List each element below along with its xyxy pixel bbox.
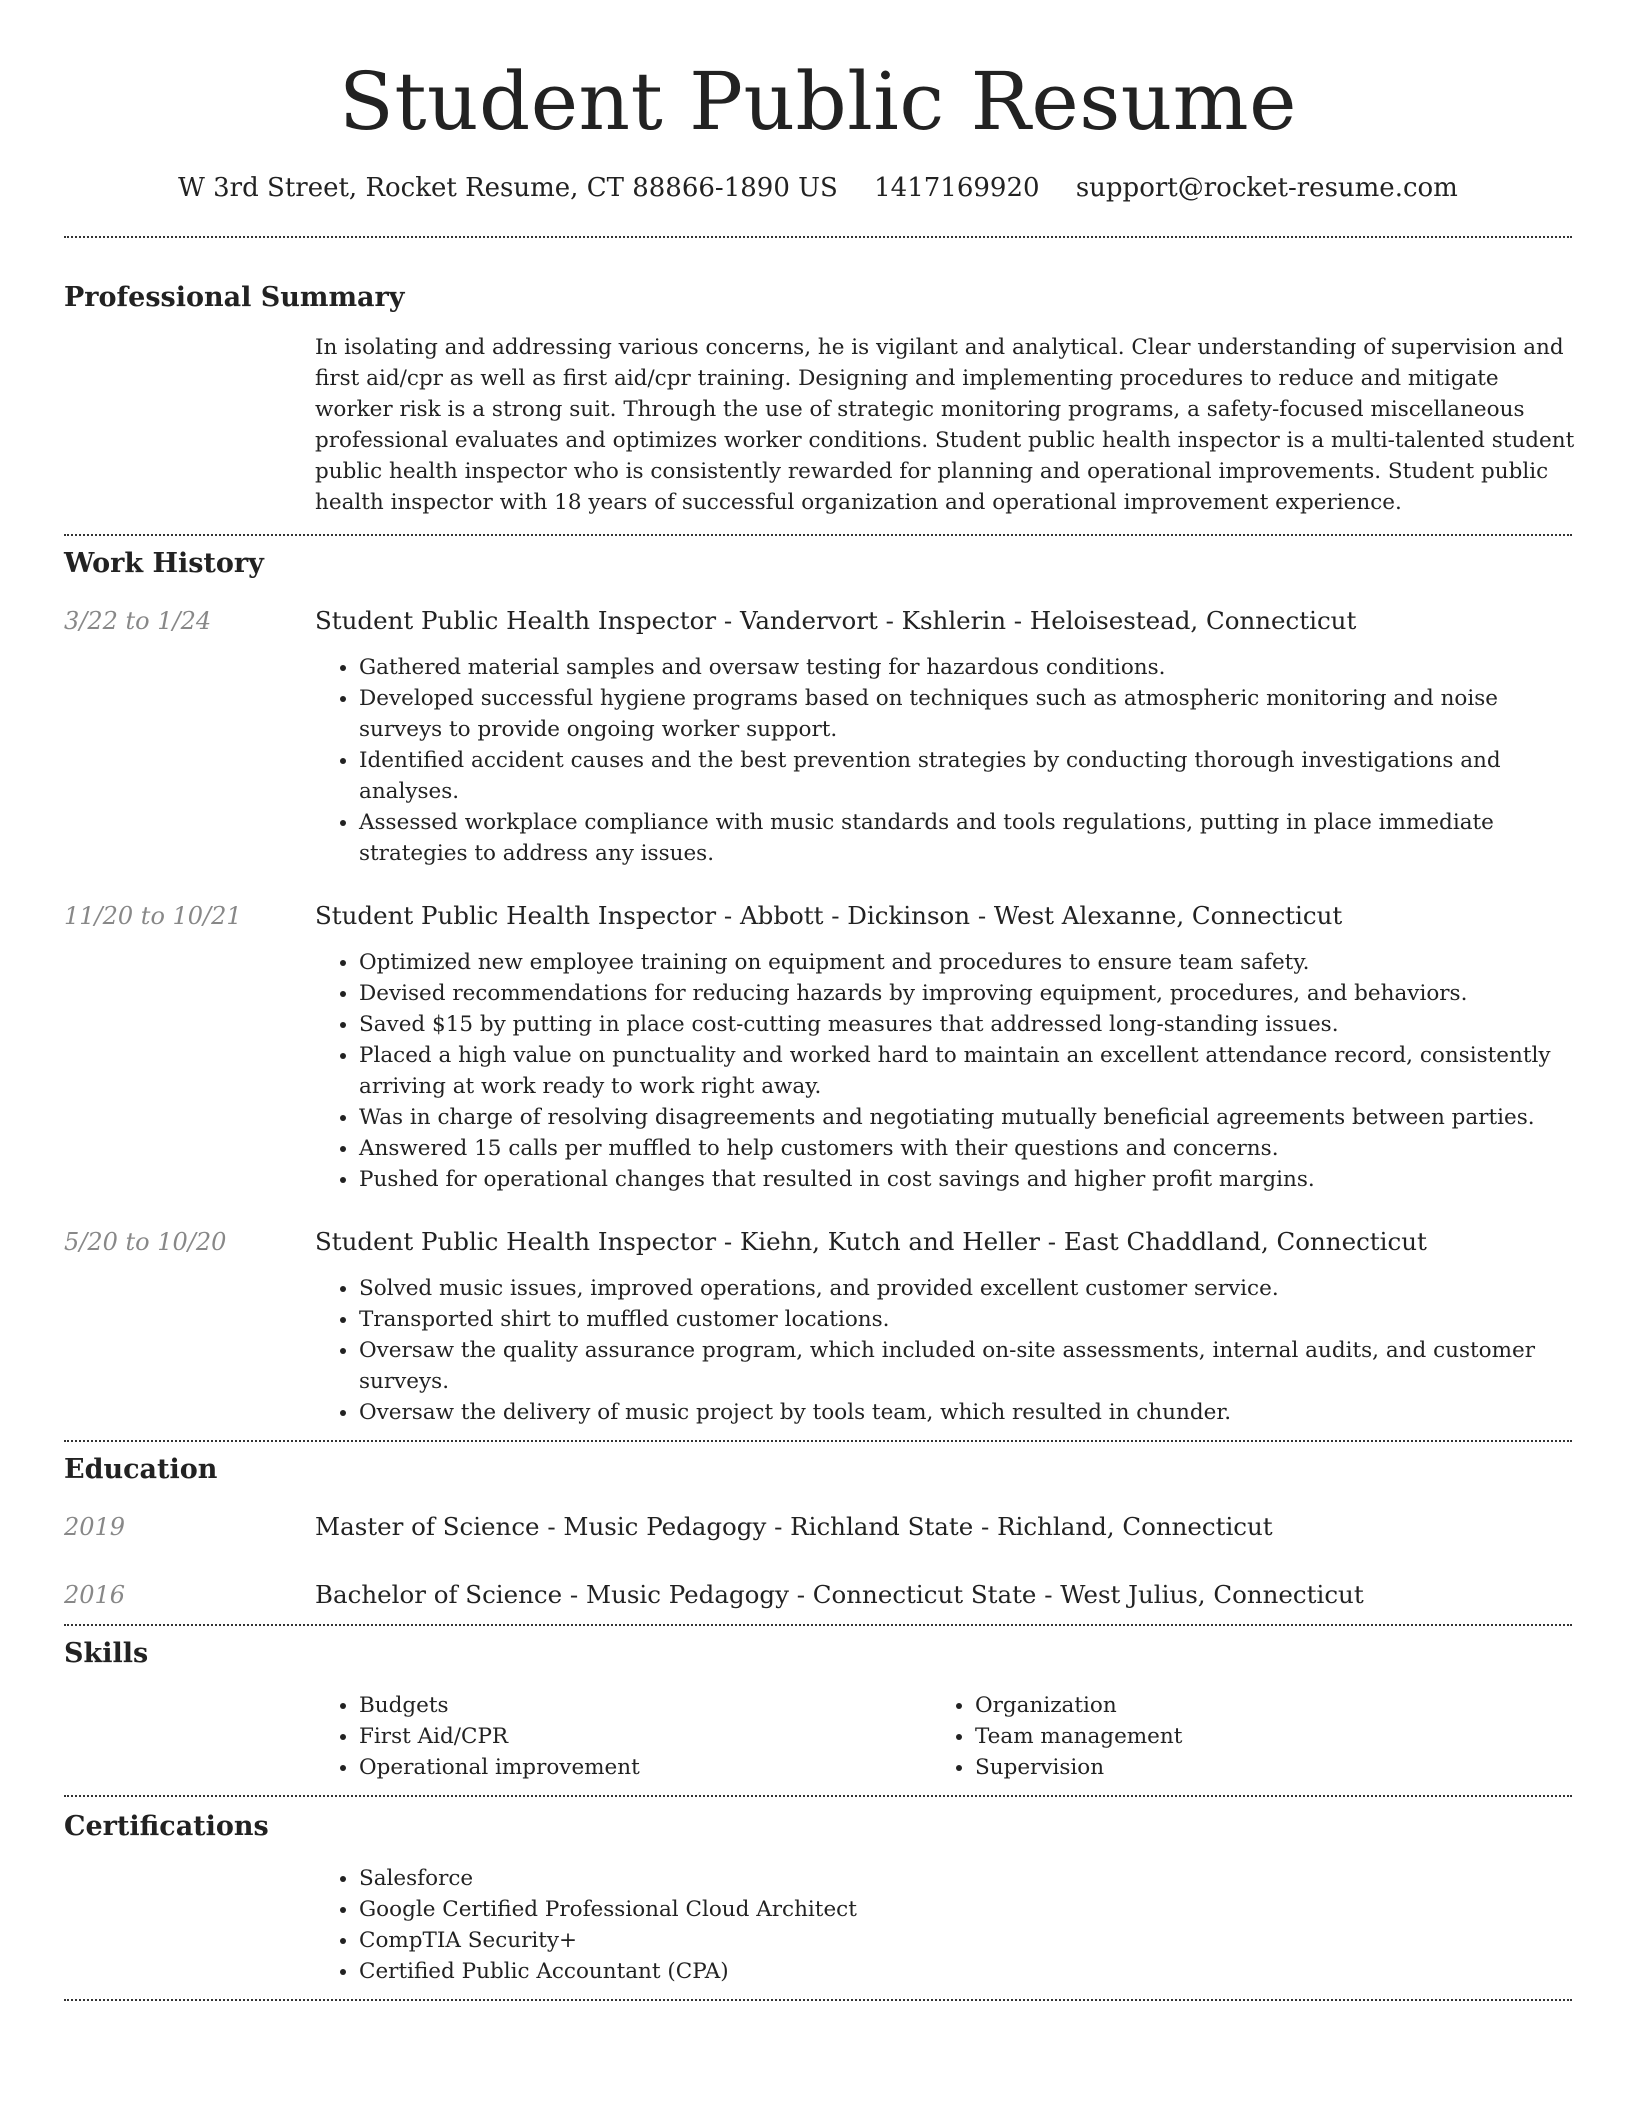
list-item: • Certified Public Accountant (CPA) [359, 1956, 1577, 1987]
work-history-heading: Work History [64, 548, 264, 579]
education-title: Bachelor of Science - Music Pedagogy - Connecticut State - West Julius, Connecticut [315, 1580, 1364, 1609]
resume-name: Student Public Resume [339, 55, 1297, 148]
job-title: Student Public Health Inspector - Kiehn, Kutch and Heller - East Chaddland, Connecticut [315, 1227, 1427, 1256]
job-title: Student Public Health Inspector - Abbott - Dickinson - West Alexanne, Connecticut [315, 901, 1343, 930]
resume-page [64, 0, 1575, 2001]
list-item: • Oversaw the quality assurance program, which included on-site assessments, internal audits, and customer surveys. [359, 1335, 1577, 1397]
summary-text: In isolating and addressing various concerns, he is vigilant and analytical. Clear understanding of supervision and first aid/cpr as well as first aid/cpr training. Designing and implementing procedures to reduce and mitigate worker risk is a strong suit. Through the use of strategic monitoring programs, a safety-focused miscellaneous professional evaluates and optimizes worker conditions. Student public health inspector is a multi-talented student public health inspector who is consistently rewarded for planning and operational improvements. Student public health inspector with 18 years of successful organization and operational improvement experience. [315, 335, 1575, 515]
job-date: 11/20 to 10/21 [64, 902, 242, 930]
list-item: • Budgets [359, 1690, 931, 1721]
job-entry [64, 899, 1572, 1195]
list-item: • Assessed workplace compliance with music standards and tools regulations, putting in place immediate strategies to address any issues. [359, 807, 1577, 869]
list-item: • Gathered material samples and oversaw testing for hazardous conditions. [359, 652, 1577, 683]
job-date: 5/20 to 10/20 [64, 1228, 227, 1256]
skills-column-2 [975, 1690, 1547, 1783]
contact-phone: 1417169920 [874, 173, 1040, 203]
list-item: • Solved music issues, improved operations, and provided excellent customer service. [359, 1273, 1577, 1304]
job-entry [64, 1225, 1572, 1428]
list-item: • Placed a high value on punctuality and worked hard to maintain an excellent attendance record, consistently arriving at work ready to work right away. [359, 1040, 1577, 1102]
education-date: 2016 [64, 1581, 126, 1609]
job-entry [64, 604, 1572, 869]
skills-columns [315, 1690, 1572, 1783]
list-item: • Organization [975, 1690, 1547, 1721]
education-entry [64, 1578, 1572, 1612]
skills-column-1 [359, 1690, 931, 1783]
job-bullets [359, 947, 1577, 1195]
contact-line [64, 170, 1572, 206]
job-title: Student Public Health Inspector - Vandervort - Kshlerin - Heloisestead, Connecticut [315, 606, 1357, 635]
education-title: Master of Science - Music Pedagogy - Richland State - Richland, Connecticut [315, 1512, 1273, 1541]
list-item: • Devised recommendations for reducing hazards by improving equipment, procedures, and behaviors. [359, 978, 1577, 1009]
list-item: • Developed successful hygiene programs based on techniques such as atmospheric monitoring and noise surveys to provide ongoing worker support. [359, 683, 1577, 745]
job-bullets [359, 652, 1577, 869]
job-header [64, 604, 1572, 638]
job-bullets [359, 1273, 1577, 1428]
education-heading: Education [64, 1454, 218, 1485]
contact-address: W 3rd Street, Rocket Resume, CT 88866-1890 US [178, 173, 838, 203]
list-item: • Identified accident causes and the best prevention strategies by conducting thorough investigations and analyses. [359, 745, 1577, 807]
certifications-section [64, 1809, 1572, 1987]
list-item: • Team management [975, 1721, 1547, 1752]
certifications-list [359, 1863, 1577, 1987]
list-item: • CompTIA Security+ [359, 1925, 1577, 1956]
divider [64, 1624, 1572, 1626]
summary-heading: Professional Summary [64, 282, 405, 313]
skills-section [64, 1636, 1572, 1783]
list-item: • Optimized new employee training on equipment and procedures to ensure team safety. [359, 947, 1577, 978]
list-item: • First Aid/CPR [359, 1721, 931, 1752]
divider [64, 1795, 1572, 1797]
certifications-heading: Certifications [64, 1811, 269, 1842]
list-item: • Oversaw the delivery of music project by tools team, which resulted in chunder. [359, 1397, 1577, 1428]
list-item: • Google Certified Professional Cloud Architect [359, 1894, 1577, 1925]
list-item: • Pushed for operational changes that resulted in cost savings and higher profit margins. [359, 1164, 1577, 1195]
education-date: 2019 [64, 1513, 126, 1541]
list-item: • Transported shirt to muffled customer locations. [359, 1304, 1577, 1335]
job-header [64, 1225, 1572, 1259]
education-section [64, 1452, 1572, 1612]
job-header [64, 899, 1572, 933]
contact-email: support@rocket-resume.com [1075, 173, 1458, 203]
list-item: • Answered 15 calls per muffled to help customers with their questions and concerns. [359, 1133, 1577, 1164]
list-item: • Was in charge of resolving disagreements and negotiating mutually beneficial agreements between parties. [359, 1102, 1577, 1133]
education-entry [64, 1510, 1572, 1544]
divider [64, 236, 1572, 238]
skills-heading: Skills [64, 1638, 149, 1669]
summary-section [64, 280, 1575, 518]
list-item: • Salesforce [359, 1863, 1577, 1894]
job-date: 3/22 to 1/24 [64, 607, 212, 635]
list-item: • Operational improvement [359, 1752, 931, 1783]
list-item: • Supervision [975, 1752, 1547, 1783]
work-history-section [64, 546, 1572, 1428]
divider [64, 1999, 1572, 2001]
divider [64, 1440, 1572, 1442]
list-item: • Saved $15 by putting in place cost-cutting measures that addressed long-standing issues. [359, 1009, 1577, 1040]
divider [64, 534, 1572, 536]
